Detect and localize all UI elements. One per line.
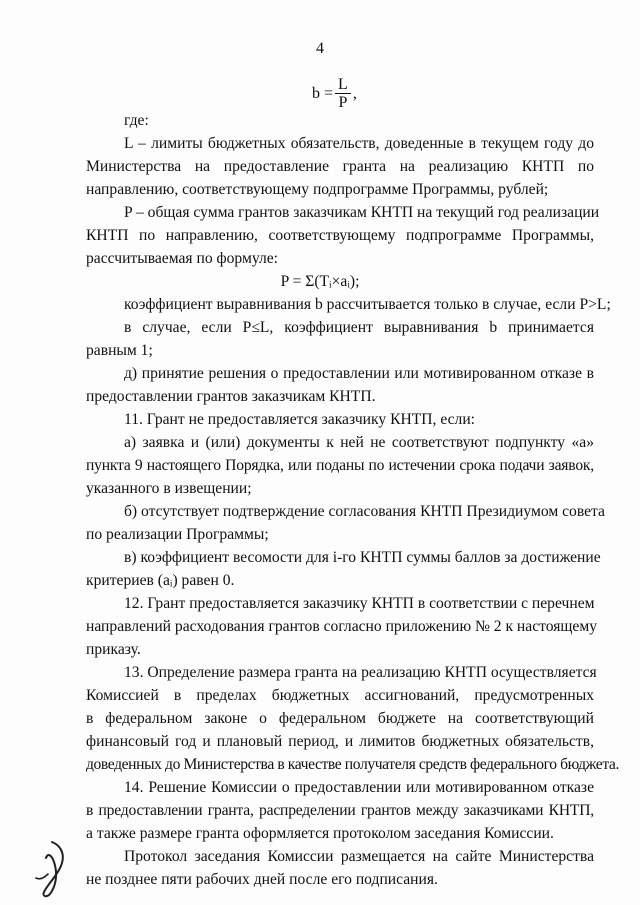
page-number: 4 <box>316 40 324 57</box>
text-line: предоставлении грантов заказчикам КНТП. <box>86 388 376 405</box>
text-line: а также размере гранта оформляется протоколом заседания Комиссии. <box>86 825 554 842</box>
formula-b-tail: , <box>352 84 357 102</box>
text-line: б) отсутствует подтверждение согласования КНТП Президиумом совета <box>124 503 605 520</box>
formula-b-denominator: P <box>338 94 348 111</box>
text-line: в) коэффициент весомости для i-го КНТП суммы баллов за достижение <box>124 549 601 566</box>
text-line: P – общая сумма грантов заказчикам КНТП на текущий год реализации <box>124 204 600 221</box>
formula-b-numerator: L <box>335 76 351 94</box>
text-line: Комиссией в пределах бюджетных ассигнований, предусмотренных <box>86 687 594 704</box>
text-line: коэффициент выравнивания b рассчитывается только в случае, если P>L; <box>124 296 611 313</box>
formula-b-fraction <box>335 76 351 111</box>
text-line: равным 1; <box>86 342 153 359</box>
formula-b-lhs: b = <box>312 84 334 102</box>
text-line: в случае, если P≤L, коэффициент выравнивания b принимается <box>124 319 594 336</box>
text-line: 12. Грант предоставляется заказчику КНТП в соответствии с перечнем <box>124 595 595 612</box>
text-line: пункта 9 настоящего Порядка, или поданы по истечении срока подачи заявок, <box>86 457 594 474</box>
text-line: финансовый год и плановый период, и лимитов бюджетных обязательств, <box>86 733 594 750</box>
text-line: КНТП по направлению, соответствующему подпрограмме Программы, <box>86 227 594 244</box>
text-line: в федеральном законе о федеральном бюджете на соответствующий <box>86 710 594 727</box>
text-line: направлению, соответствующему подпрограмме Программы, рублей; <box>86 181 549 198</box>
text-line: L – лимиты бюджетных обязательств, доведенные в текущем году до <box>124 135 594 152</box>
text-line: в предоставлении гранта, распределении грантов между заказчиками КНТП, <box>86 802 594 819</box>
text-line: Протокол заседания Комиссии размещается на сайте Министерства <box>124 848 594 865</box>
text-line: 11. Грант не предоставляется заказчику КНТП, если: <box>124 411 476 428</box>
formula-p: P = Σ(Tᵢ×aᵢ); <box>280 273 360 290</box>
text-line: не позднее пяти рабочих дней после его подписания. <box>86 871 438 888</box>
text-line: 14. Решение Комиссии о предоставлении или мотивированном отказе <box>124 779 594 796</box>
text-line: по реализации Программы; <box>86 526 269 543</box>
text-line: где: <box>124 112 149 129</box>
text-line: рассчитываемая по формуле: <box>86 250 278 267</box>
text-line: Министерства на предоставление гранта на реализацию КНТП по <box>86 158 594 175</box>
formula-b <box>312 76 357 111</box>
text-line: указанного в извещении; <box>86 480 252 497</box>
text-line: направлений расходования грантов согласно приложению № 2 к настоящему <box>86 618 597 635</box>
text-line: д) принятие решения о предоставлении или мотивированном отказе в <box>124 365 594 382</box>
text-line: критериев (aᵢ) равен 0. <box>86 572 235 589</box>
text-line: доведенных до Министерства в качестве получателя средств федерального бюджета. <box>86 756 619 773</box>
signature-mark <box>22 838 82 900</box>
text-line: 13. Определение размера гранта на реализацию КНТП осуществляется <box>124 664 597 681</box>
text-line: приказу. <box>86 641 141 658</box>
text-line: а) заявка и (или) документы к ней не соответствуют подпункту «а» <box>124 434 594 451</box>
